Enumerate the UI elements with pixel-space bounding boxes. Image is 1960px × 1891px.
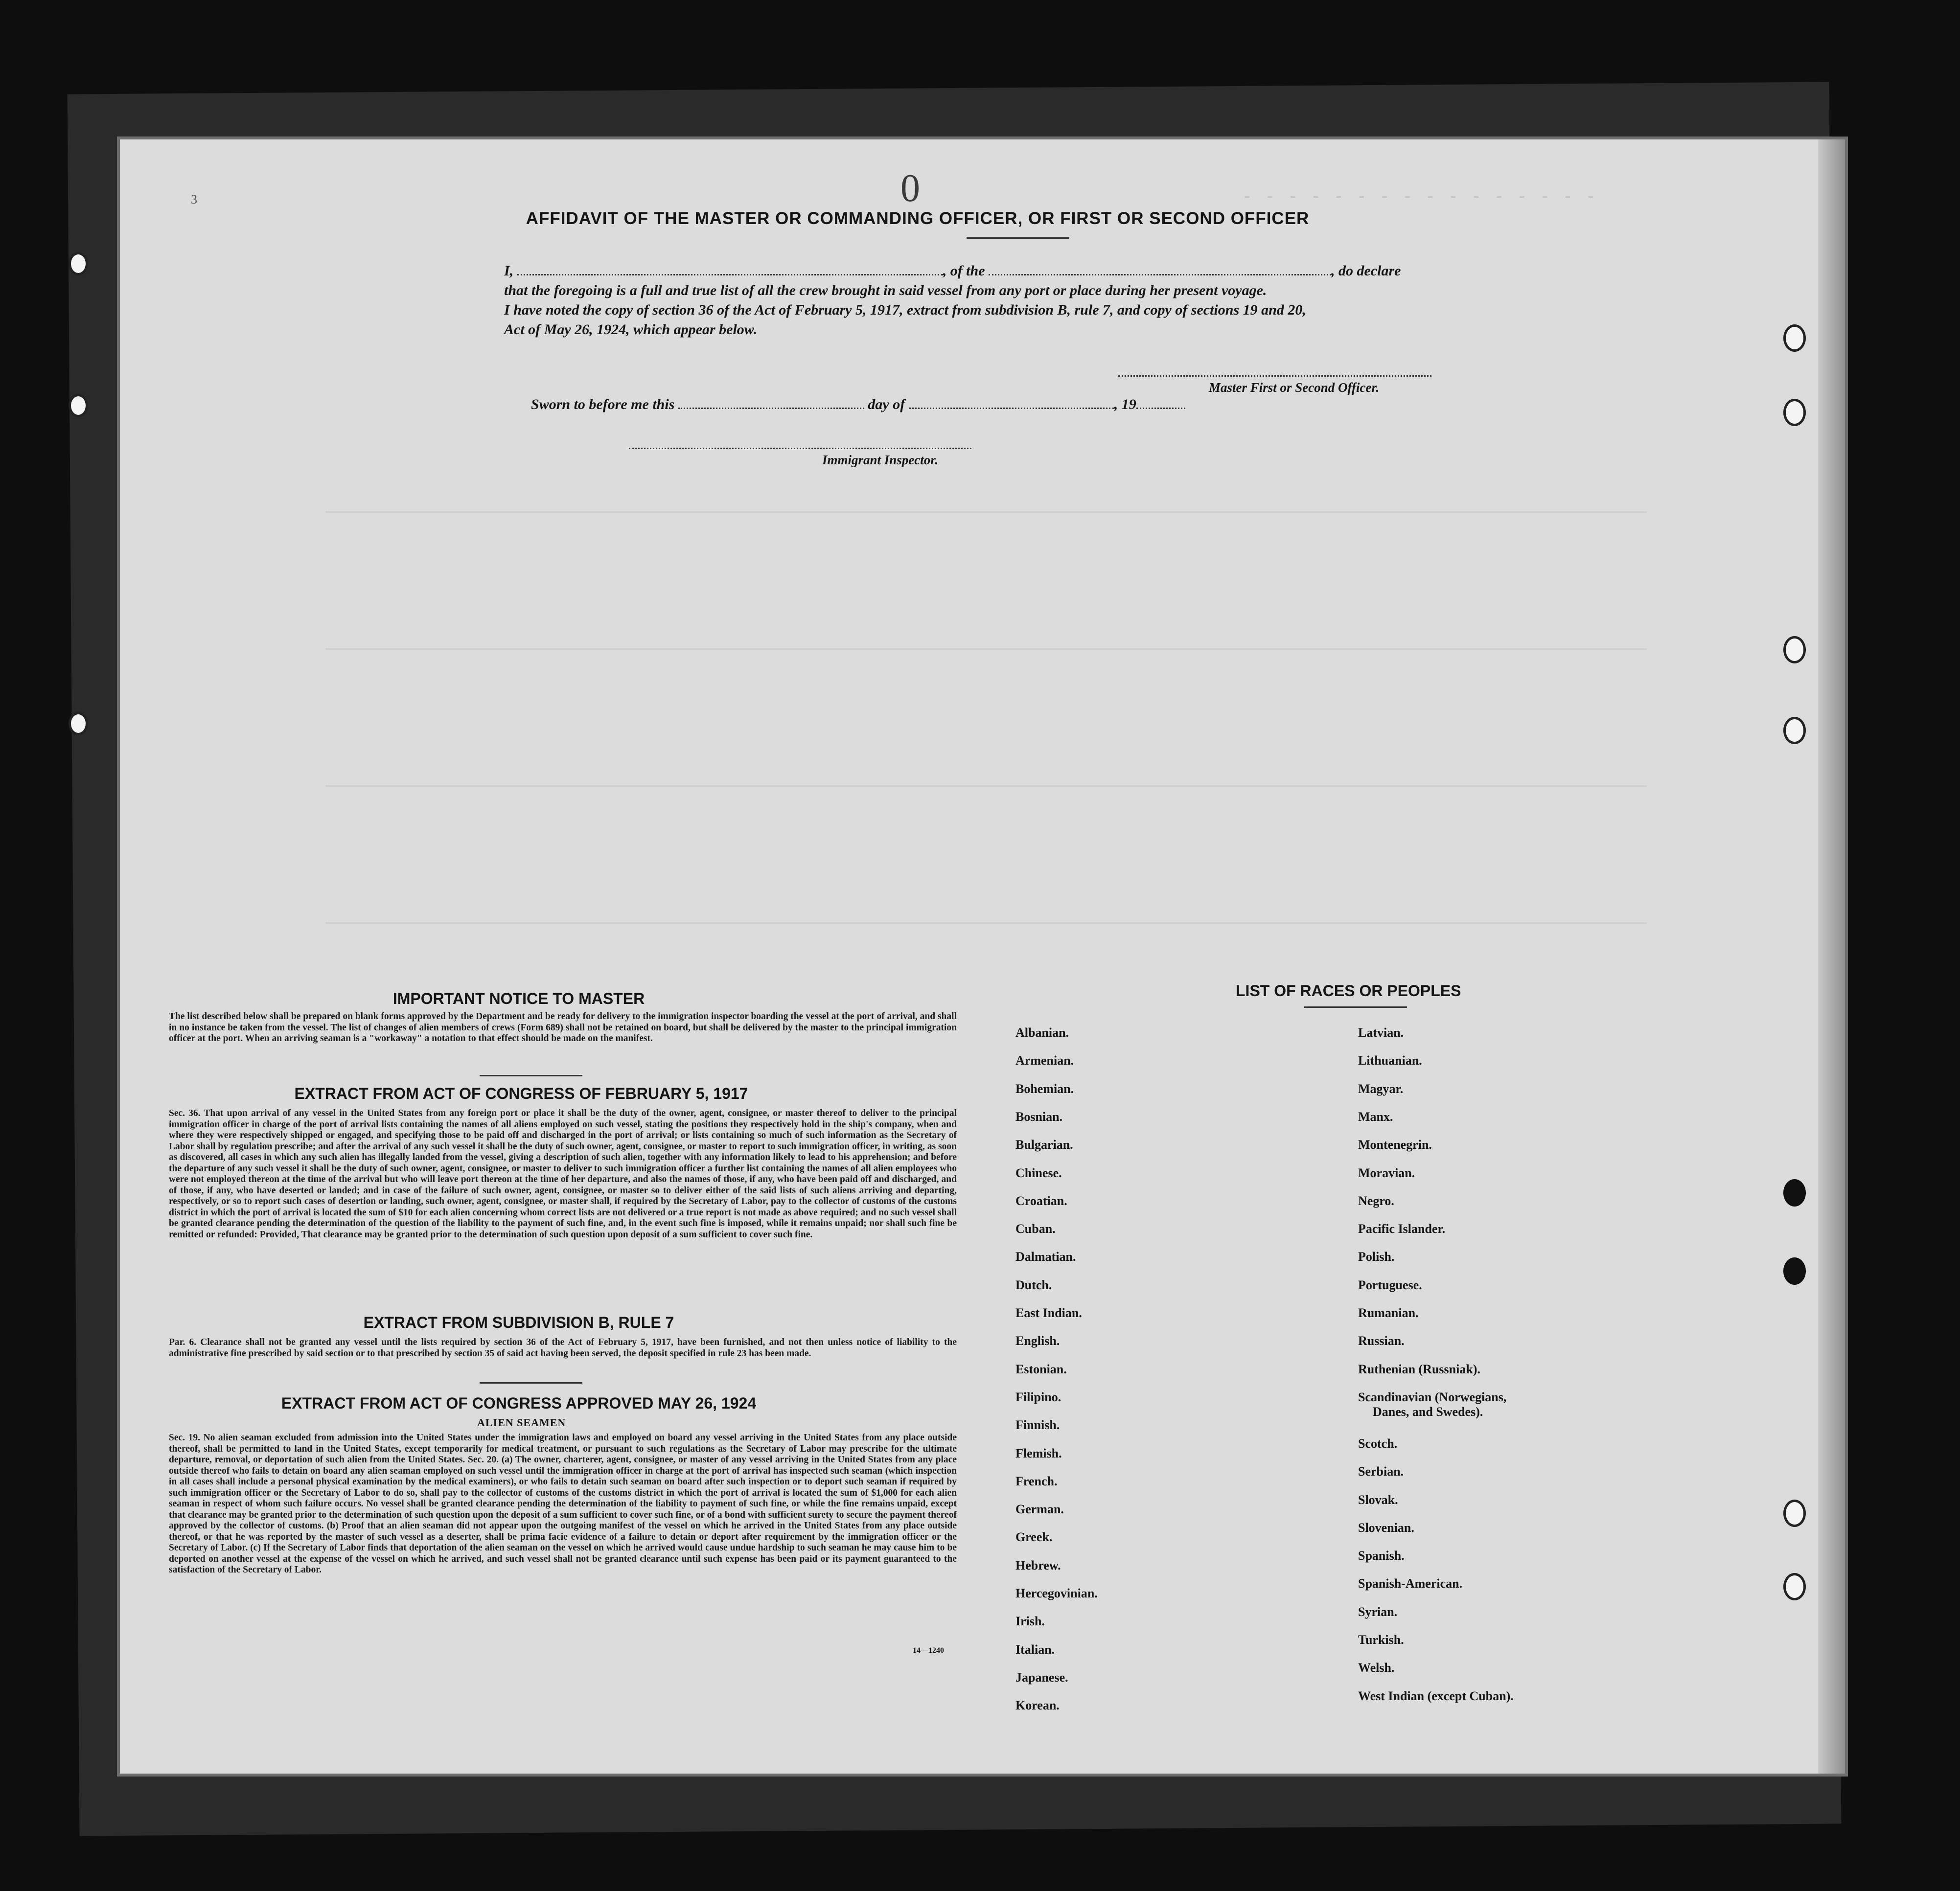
race-item: Montenegrin.: [1358, 1138, 1432, 1152]
race-item: Irish.: [1015, 1614, 1045, 1629]
do-declare-label: , do declare: [1331, 263, 1401, 279]
race-item: Spanish-American.: [1358, 1576, 1463, 1591]
race-item: Serbian.: [1358, 1464, 1404, 1479]
extract-1917-text: Sec. 36. That upon arrival of any vessel in the United States from any foreign port or place it shall be the duty of the owner, agent, consignee, or master thereof to deliver to the principal immigration officer in charge of the port of arrival lists containing the names of all aliens employed on such vessel, stating the positions they respectively hold in the ship's company, when and where they were respectively shipped or engaged, and specifying those to be paid off and discharged in the port of arrival; or lists containing so much of such information as the Secretary of Labor shall by regulation prescribe; and after the arrival of any such vessel it shall be the duty of such owner, agent, consignee, or master to report to such immigration officer, in writing, as soon as discovered, all cases in which any such alien has illegally landed from the vessel, giving a description of such alien, together with any information likely to lead to his apprehension; and before the departure of any such vessel it shall be the duty of such owner, agent, consignee, or master to deliver to such immigration officer a further list containing the names of all alien employees who were not employed thereon at the time of the arrival but who will leave port thereon at the time of her departure, and also the names of those, if any, who have been paid off and discharged, and of those, if any, who have deserted or landed; and in case of the failure of such owner, agent, consignee, or master so to deliver either of the said lists of such aliens arriving and departing, respectively, or so to report such cases of desertion or landing, such owner, agent, consignee, or master shall, if required by the Secretary of Labor, pay to the collector of customs of the customs district in which the port of arrival is located the sum of $10 for each alien concerning whom correct lists are not delivered or a true report is not made as above required; and no such vessel shall be granted clearance pending the determination of the question of the liability to the payment of such fine, and, in the event such fine is imposed, while it remains unpaid; nor shall such fine be remitted or refunded: Provided, That clearance may be granted prior to the determination of such question upon deposit of a sum sufficient to cover such fine.: [169, 1108, 957, 1240]
affidavit-line-3: I have noted the copy of section 36 of the Act of February 5, 1917, extract from subdivision B, rule 7, and copy of sections 19 and 20,: [504, 302, 1306, 318]
sworn-line: [531, 396, 1185, 413]
bleed-through-text: - - - - - - - - - - - - - - - -: [1241, 188, 1596, 207]
bleed-through-rule: [325, 922, 1647, 924]
affidavit-line-2: that the foregoing is a full and true list of all the crew brought in said vessel from any port or place during her present voyage.: [504, 282, 1267, 298]
month-blank: [909, 397, 1114, 409]
races-title-rule: [1304, 1006, 1407, 1008]
race-item: Portuguese.: [1358, 1277, 1422, 1292]
binder-hole: [1783, 1179, 1806, 1207]
race-item: Dalmatian.: [1015, 1250, 1076, 1264]
race-item: Negro.: [1358, 1193, 1394, 1208]
race-item: Estonian.: [1015, 1362, 1067, 1376]
race-item: Spanish.: [1358, 1549, 1405, 1563]
race-item: Flemish.: [1015, 1446, 1062, 1460]
manifest-sheet: [120, 139, 1845, 1774]
binder-hole: [69, 394, 88, 417]
extract-rule7-text: Par. 6. Clearance shall not be granted any vessel until the lists required by section 36 of the Act of February 5, 1917, have been furnished, and not then unless notice of liability to the administrative fine prescribed by said section or to that prescribed by section 35 of said act having been served, the deposit specified in rule 23 has been made.: [169, 1337, 957, 1359]
race-item: Russian.: [1358, 1334, 1405, 1348]
race-item: Syrian.: [1358, 1604, 1398, 1619]
notice-title: IMPORTANT NOTICE TO MASTER: [392, 990, 645, 1007]
race-item: Chinese.: [1015, 1165, 1062, 1180]
inspector-signature-line: [629, 448, 971, 449]
day-blank: [678, 397, 864, 409]
race-item: Welsh.: [1358, 1661, 1395, 1675]
race-item: Italian.: [1015, 1642, 1055, 1657]
race-item: Slovak.: [1358, 1492, 1398, 1507]
binder-hole: [1783, 717, 1806, 744]
bleed-through-rule: [325, 648, 1647, 650]
affidavit-declaration-line: [504, 263, 1401, 279]
sworn-label: Sworn to before me this: [531, 396, 675, 412]
race-item: Scotch.: [1358, 1436, 1398, 1451]
form-number: 14—1240: [913, 1646, 944, 1655]
alien-seamen-subtitle: ALIEN SEAMEN: [477, 1416, 566, 1429]
year-blank: [1136, 397, 1185, 409]
race-item: Greek.: [1015, 1530, 1053, 1545]
name-blank: [517, 263, 943, 275]
bleed-through-rule: [325, 785, 1647, 787]
race-item: Magyar.: [1358, 1081, 1404, 1096]
race-item: Latvian.: [1358, 1025, 1404, 1040]
of-the-label: , of the: [943, 263, 985, 279]
section-rule: [480, 1075, 582, 1076]
notice-text: The list described below shall be prepared on blank forms approved by the Department and be ready for delivery to the immigration inspector boarding the vessel at the port of arrival, and shall in no instance be taken from the vessel. The list of changes of alien members of crews (Form 689) shall not be retained on board, but shall be delivered by the master to the principal immigration officer at the port. When an arriving seaman is a "workaway" a notation to that effect should be made on the manifest.: [169, 1011, 957, 1044]
handwritten-mark: 0: [900, 167, 920, 210]
binder-hole: [1783, 324, 1806, 352]
binder-hole: [1783, 1573, 1806, 1600]
race-item: Croatian.: [1015, 1193, 1067, 1208]
binder-hole: [1783, 399, 1806, 426]
master-signature-line: [1118, 375, 1431, 377]
race-item: Slovenian.: [1358, 1520, 1414, 1535]
race-item: Hercegovinian.: [1015, 1586, 1098, 1600]
race-item: Albanian.: [1015, 1025, 1069, 1040]
inspector-signature-label: Immigrant Inspector.: [822, 453, 939, 467]
race-item: Manx.: [1358, 1109, 1393, 1124]
bleed-through-rule: [325, 511, 1647, 513]
year-label: , 19: [1114, 396, 1136, 412]
affidavit-line-4: Act of May 26, 1924, which appear below.: [504, 321, 758, 338]
race-item: Lithuanian.: [1358, 1053, 1422, 1068]
corner-mark: 3: [191, 192, 197, 206]
master-signature-label: Master First or Second Officer.: [1209, 380, 1380, 395]
extract-1924-title: EXTRACT FROM ACT OF CONGRESS APPROVED MAY 26, 1924: [281, 1394, 757, 1412]
race-item: Filipino.: [1015, 1390, 1061, 1404]
race-item: Finnish.: [1015, 1418, 1060, 1433]
race-item: French.: [1015, 1474, 1058, 1488]
race-item: Korean.: [1015, 1698, 1060, 1713]
race-item: Ruthenian (Russniak).: [1358, 1362, 1480, 1376]
day-of-label: day of: [868, 396, 905, 412]
affidavit-title: AFFIDAVIT OF THE MASTER OR COMMANDING OFFICER, OR FIRST OR SECOND OFFICER: [526, 209, 1310, 228]
binder-hole: [69, 252, 88, 275]
binder-hole: [69, 712, 88, 735]
races-title: LIST OF RACES OR PEOPLES: [1236, 982, 1461, 1000]
race-item: Danes, and Swedes).: [1373, 1404, 1483, 1419]
race-item: West Indian (except Cuban).: [1358, 1688, 1514, 1703]
race-item: Turkish.: [1358, 1633, 1404, 1647]
race-item: Bosnian.: [1015, 1109, 1063, 1124]
race-item: English.: [1015, 1334, 1060, 1348]
race-item: Japanese.: [1015, 1670, 1068, 1685]
page-edge: [1818, 139, 1845, 1774]
race-item: Bulgarian.: [1015, 1138, 1073, 1152]
title-rule: [967, 237, 1069, 239]
race-item: Hebrew.: [1015, 1558, 1061, 1572]
race-item: Moravian.: [1358, 1165, 1415, 1180]
extract-rule7-title: EXTRACT FROM SUBDIVISION B, RULE 7: [363, 1314, 674, 1331]
extract-1917-title: EXTRACT FROM ACT OF CONGRESS OF FEBRUARY 5, 1917: [294, 1085, 748, 1102]
race-item: German.: [1015, 1502, 1064, 1517]
race-item: Dutch.: [1015, 1277, 1052, 1292]
race-item: Rumanian.: [1358, 1306, 1419, 1320]
race-item: Cuban.: [1015, 1222, 1056, 1236]
race-item: Bohemian.: [1015, 1081, 1074, 1096]
vessel-blank: [989, 263, 1331, 275]
race-item: Armenian.: [1015, 1053, 1074, 1068]
section-rule: [480, 1382, 582, 1384]
binder-hole: [1783, 636, 1806, 663]
binder-hole: [1783, 1500, 1806, 1527]
race-item: Polish.: [1358, 1250, 1395, 1264]
race-item: Scandinavian (Norwegians,: [1358, 1390, 1507, 1404]
binder-hole: [1783, 1257, 1806, 1285]
race-item: Pacific Islander.: [1358, 1222, 1446, 1236]
affidavit-i-label: I,: [504, 263, 514, 279]
race-item: East Indian.: [1015, 1306, 1082, 1320]
extract-1924-text: Sec. 19. No alien seaman excluded from admission into the United States under the immigration laws and employed on board any vessel arriving in the United States from any place outside thereof, shall be permitted to land in the United States, except temporarily for medical treatment, or pursuant to such regulations as the Secretary of Labor may prescribe for the ultimate departure, removal, or deportation of such alien from the United States. Sec. 20. (a) The owner, charterer, agent, consignee, or master of any vessel arriving in the United States from any place outside thereof who fails to detain on board any alien seaman employed on such vessel until the immigration officer in charge at the port of arrival has inspected such seaman (which inspection in all cases shall include a personal physical examination by the medical examiners), or who fails to detain such seaman on board after such inspection or to deport such seaman if required by such immigration officer or the Secretary of Labor to do so, shall pay to the collector of customs of the customs district in which the port of arrival is located the sum of $1,000 for each alien seaman in respect of whom such failure occurs. No vessel shall be granted clearance pending the determination of the liability to payment of such fine, or while the fine remains unpaid, except that clearance may be granted prior to the determination of such question upon the deposit of a sum sufficient to cover such fine, or of a bond with sufficient surety to secure the payment thereof approved by the collector of customs. (b) Proof that an alien seaman did not appear upon the outgoing manifest of the vessel on which he arrived in the United States from any place outside thereof, or that he was reported by the master of such vessel as a deserter, shall be prima facie evidence of a failure to detain or deport after requirement by the immigration officer or the Secretary of Labor. (c) If the Secretary of Labor finds that deportation of the alien seaman on the vessel on which he arrived would cause undue hardship to such seaman he may cause him to be deported on another vessel at the expense of the vessel on which he arrived, and such vessel shall not be granted clearance until such expense has been paid or its payment guaranteed to the satisfaction of the Secretary of Labor.: [169, 1433, 957, 1575]
